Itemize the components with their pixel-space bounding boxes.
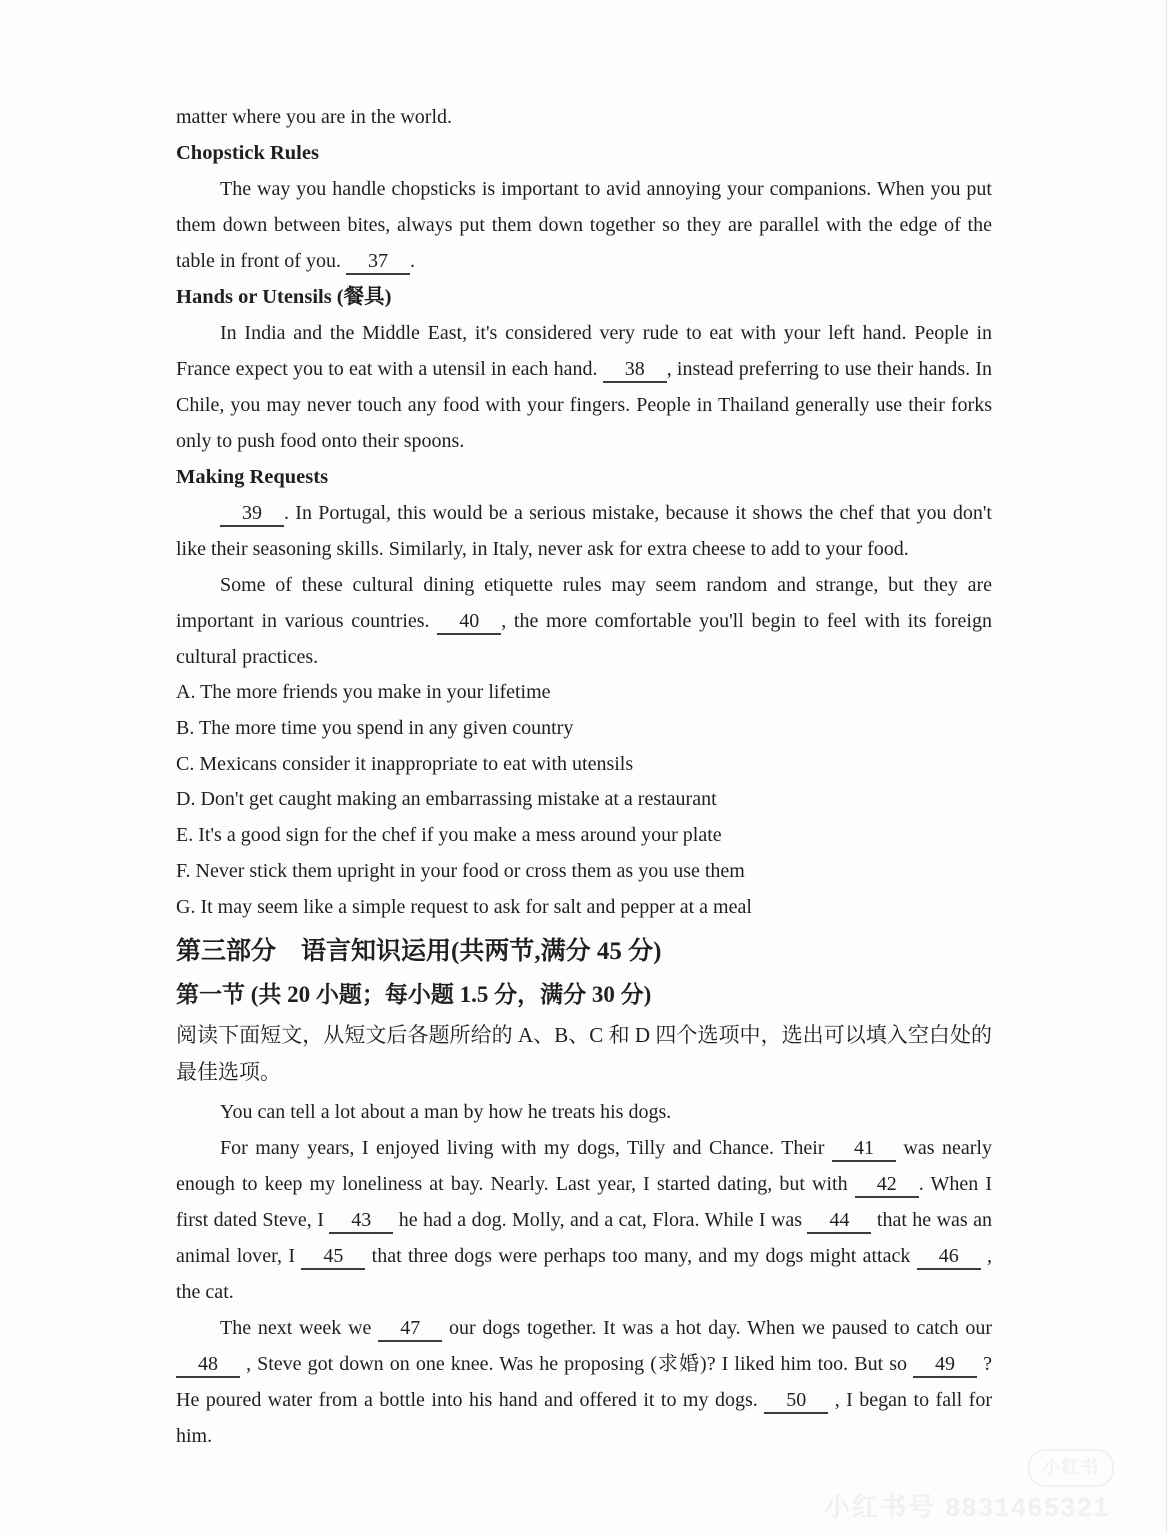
paragraph-chopstick-rules: The way you handle chopsticks is important to avid annoying your companions. When you put them down between bites, always put them down together so they are parallel with the edge of the table in front of you. 37 . — [176, 171, 992, 279]
blank-45: 45 — [301, 1244, 365, 1270]
blank-41: 41 — [832, 1136, 896, 1162]
paragraph-making-requests: 39 . In Portugal, this would be a serious mistake, because it shows the chef that you don't like their seasoning skills. Similarly, in Italy, never ask for extra cheese to add to your food. — [176, 502, 992, 560]
option-c: C. Mexicans consider it inappropriate to eat with utensils — [176, 752, 634, 775]
document-page — [176, 99, 992, 1454]
blank-40: 40 — [437, 609, 501, 635]
blank-48: 48 — [176, 1352, 240, 1378]
xiaohongshu-logo-badge: 小红书 — [1028, 1449, 1114, 1487]
blank-47: 47 — [378, 1316, 442, 1342]
blank-37: 37 — [346, 249, 410, 275]
option-d: D. Don't get caught making an embarrassing mistake at a restaurant — [176, 788, 717, 811]
section-heading-chopstick-rules: Chopstick Rules — [176, 142, 319, 164]
option-a: A. The more friends you make in your lifetime — [176, 681, 551, 703]
blank-38: 38 — [603, 357, 667, 383]
xiaohongshu-watermark-id: 小红书号 8831465321 — [824, 1492, 1110, 1522]
cloze-instructions: 阅读下面短文，从短文后各题所给的 A、B、C 和 D 四个选项中，选出可以填入空白处的最佳选项。 — [176, 1022, 992, 1084]
paragraph-conclusion: Some of these cultural dining etiquette rules may seem random and strange, but they are important in various countries. 40 , the more comfortable you'll begin to feel with its foreign cultural practices. — [176, 574, 992, 668]
blank-49: 49 — [913, 1352, 977, 1378]
option-b: B. The more time you spend in any given country — [176, 716, 574, 739]
paragraph-hands-or-utensils: In India and the Middle East, it's considered very rude to eat with your left hand. People in France expect you to eat with a utensil in each hand. 38 , instead preferring to use their hands. In Chile, you may never touch any food with your fingers. People in Thailand generally use their forks only to push food onto their spoons. — [176, 322, 992, 452]
option-e: E. It's a good sign for the chef if you make a mess around your plate — [176, 824, 722, 847]
section-heading-hands-or-utensils: Hands or Utensils (餐具) — [176, 286, 392, 308]
cloze-opening-line: You can tell a lot about a man by how he treats his dogs. — [220, 1100, 672, 1123]
cloze-paragraph-1: For many years, I enjoyed living with my dogs, Tilly and Chance. Their 41 was nearly enough to keep my loneliness at bay. Nearly. Last year, I started dating, but with 42 . When I first dated Steve, I 43 he had a dog. Molly, and a cat, Flora. While I was 44 that he was an animal lover, I 45 that three dogs were perhaps too many, and my dogs might attack 46 , the cat. — [176, 1136, 993, 1303]
blank-42: 42 — [855, 1172, 919, 1198]
passage-continuation-line: matter where you are in the world. — [176, 106, 453, 128]
section-one-heading: 第一节 (共 20 小题；每小题 1.5 分，满分 30 分) — [176, 981, 652, 1007]
blank-50: 50 — [764, 1388, 828, 1414]
option-g: G. It may seem like a simple request to ask for salt and pepper at a meal — [176, 895, 752, 918]
part-three-heading: 第三部分 语言知识运用(共两节,满分 45 分) — [176, 937, 662, 965]
blank-43: 43 — [329, 1208, 393, 1234]
blank-46: 46 — [917, 1244, 981, 1270]
page-edge-line — [1166, 0, 1167, 1533]
blank-44: 44 — [807, 1208, 871, 1234]
cloze-paragraph-2: The next week we 47 our dogs together. It was a hot day. When we paused to catch our 48 , Steve got down on one knee. Was he proposing (求婚)? I liked him too. But so 49 ? He poured water from a bottle into his hand and offered it to my dogs. 50 , I began to fall for him. — [176, 1316, 993, 1447]
section-heading-making-requests: Making Requests — [176, 466, 329, 488]
option-f: F. Never stick them upright in your food or cross them as you use them — [176, 859, 745, 882]
blank-39: 39 — [220, 501, 284, 527]
